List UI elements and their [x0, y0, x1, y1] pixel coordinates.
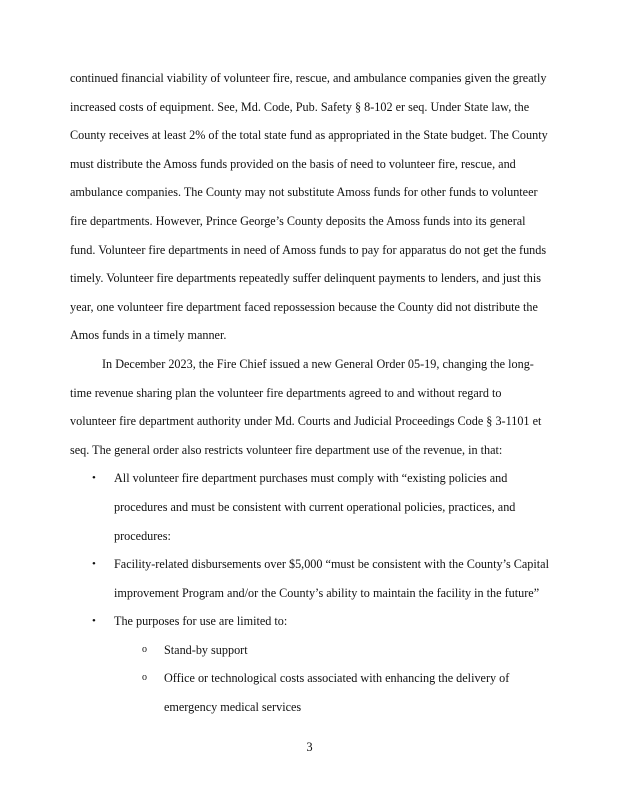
bullet-icon: • [92, 558, 96, 571]
bullet-icon: • [92, 472, 96, 485]
list-item [92, 464, 550, 550]
sub-list-item [142, 664, 550, 721]
sub-list-item [142, 636, 550, 665]
circle-bullet-icon: o [142, 672, 147, 684]
list-item-text: All volunteer fire department purchases must comply with “existing policies and procedures and must be consistent with current operational policies, practices, and procedures: [114, 471, 516, 543]
list-item-text: Facility-related disbursements over $5,000 “must be consistent with the County’s Capital improvement Program and/or the County’s ability to maintain the facility in the future” [114, 557, 549, 600]
list-item [92, 550, 550, 607]
list-item [92, 607, 550, 721]
restrictions-list [70, 464, 550, 721]
sub-list-item-text: Office or technological costs associated with enhancing the delivery of emergency medical services [164, 671, 510, 715]
page-number: 3 [306, 740, 313, 754]
paragraph-general-order: In December 2023, the Fire Chief issued a new General Order 05-19, changing the long-time revenue sharing plan the volunteer fire departments agreed to and without regard to volunteer fire department authority under Md. Courts and Judicial Proceedings Code § 3-1101 et seq. The general order also restricts volunteer fire department use of the revenue, in that: [70, 356, 542, 457]
list-item-text: The purposes for use are limited to: [114, 614, 288, 629]
sub-list-item-text: Stand-by support [164, 642, 248, 657]
circle-bullet-icon: o [142, 643, 147, 655]
paragraph-amoss-funds: continued financial viability of volunteer fire, rescue, and ambulance companies given the greatly increased costs of equipment. See, Md. Code, Pub. Safety § 8-102 er seq. Under State law, the County receives at least 2% of the total state fund as appropriated in the State budget. The County must distribute the Amoss funds provided on the basis of need to volunteer fire, rescue, and ambulance companies. The County may not substitute Amoss funds for other funds to volunteer fire departments. However, Prince George’s County deposits the Amoss funds into its general fund. Volunteer fire departments in need of Amoss funds to pay for apparatus do not get the funds timely. Volunteer fire departments repeatedly suffer delinquent payments to lenders, and just this year, one volunteer fire department faced repossession because the County did not distribute the Amos funds in a timely manner. [70, 71, 548, 343]
purposes-sublist [114, 636, 550, 722]
document-body [70, 64, 550, 722]
bullet-icon: • [92, 615, 96, 628]
